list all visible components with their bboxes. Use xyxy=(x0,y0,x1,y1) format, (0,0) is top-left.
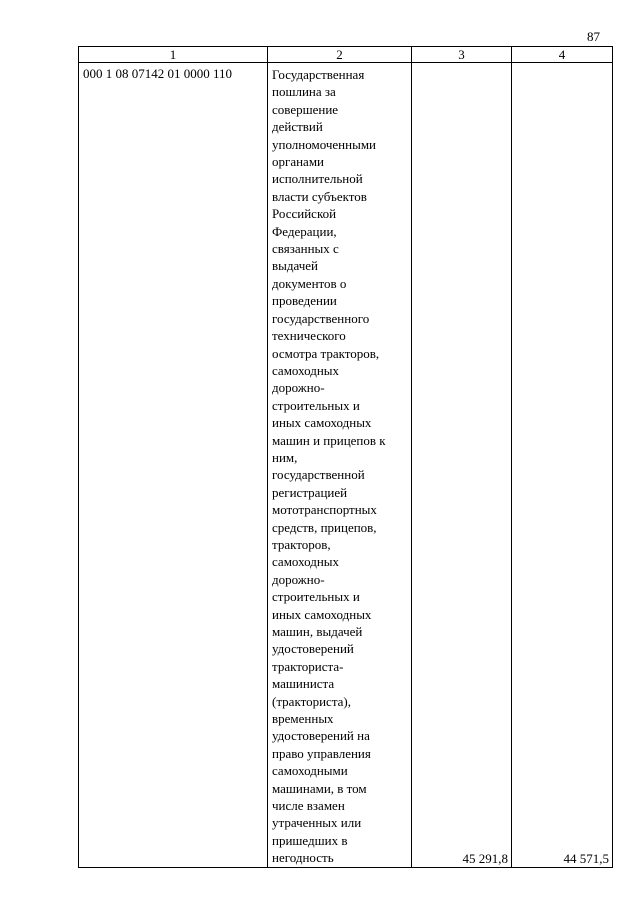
description-line: дорожно- xyxy=(272,380,325,396)
description-line: удостоверений xyxy=(272,641,354,657)
description-line: органами xyxy=(272,154,325,170)
description-line: осмотра тракторов, xyxy=(272,345,380,361)
description-line: пошлина за xyxy=(272,84,336,100)
description-line: временных xyxy=(272,711,334,727)
amount-col-3: 45 291,8 xyxy=(412,63,512,868)
description-line: власти субъектов xyxy=(272,188,367,204)
description-line: исполнительной xyxy=(272,171,363,187)
description-line: проведении xyxy=(272,293,337,309)
description-line: машиниста xyxy=(272,676,335,692)
description-line: машинами, в том xyxy=(272,780,367,796)
description-line: тракториста- xyxy=(272,658,344,674)
description-line: средств, прицепов, xyxy=(272,519,377,535)
description-line: дорожно- xyxy=(272,571,325,587)
description-line: иных самоходных xyxy=(272,415,372,431)
description-line: негодность xyxy=(272,850,334,866)
amount-col-4: 44 571,5 xyxy=(512,63,613,868)
description-line: государственной xyxy=(272,467,365,483)
header-col-1: 1 xyxy=(79,47,268,63)
description-line: регистрацией xyxy=(272,484,348,500)
header-row xyxy=(79,47,613,63)
description-line: строительных и xyxy=(272,589,360,605)
description-line: связанных с xyxy=(272,241,339,257)
table-row xyxy=(79,63,613,868)
description-line: самоходных xyxy=(272,554,340,570)
description-line: тракторов, xyxy=(272,536,331,552)
description-line: технического xyxy=(272,328,346,344)
description-line: совершение xyxy=(272,101,339,117)
header-col-2: 2 xyxy=(268,47,412,63)
description-line: Российской xyxy=(272,206,337,222)
description-line: государственного xyxy=(272,310,370,326)
description-line: право управления xyxy=(272,745,371,761)
description-line: самоходных xyxy=(272,362,340,378)
budget-table xyxy=(78,46,613,868)
description-line: машин, выдачей xyxy=(272,624,363,639)
description-line: иных самоходных xyxy=(272,606,372,622)
page-number: 87 xyxy=(587,29,600,44)
description-line: строительных и xyxy=(272,397,360,413)
description-line: (тракториста), xyxy=(272,693,352,709)
description-line: числе взамен xyxy=(272,798,345,814)
description-line: выдачей xyxy=(272,258,319,274)
description-line: ним, xyxy=(272,449,298,465)
description-line: документов о xyxy=(272,275,347,291)
description-line: действий xyxy=(272,119,323,135)
description-line: самоходными xyxy=(272,763,348,779)
description-line: уполномоченными xyxy=(272,136,377,152)
description-line: мототранспортных xyxy=(272,502,377,518)
description-line: удостоверений на xyxy=(272,728,370,744)
description-line: Государственная xyxy=(272,67,365,82)
income-description xyxy=(268,63,412,868)
description-line: утраченных или xyxy=(272,815,362,831)
description-line: Федерации, xyxy=(272,223,337,239)
description-line: пришедших в xyxy=(272,832,348,848)
budget-classification-code: 000 1 08 07142 01 0000 110 xyxy=(79,63,268,868)
header-col-3: 3 xyxy=(412,47,512,63)
description-line: машин и прицепов к xyxy=(272,432,386,448)
header-col-4: 4 xyxy=(512,47,613,63)
